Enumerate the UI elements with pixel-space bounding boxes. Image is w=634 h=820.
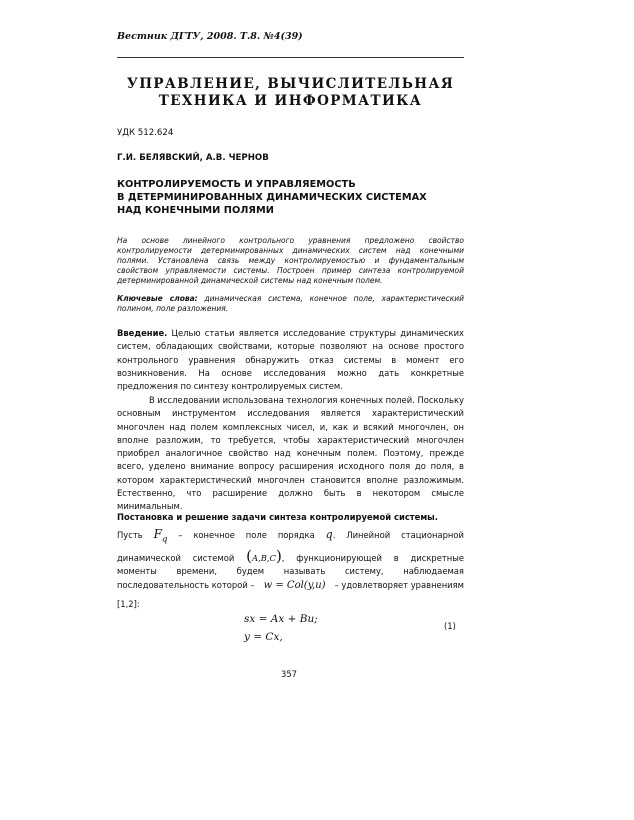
word: системой — [192, 553, 235, 563]
page-number: 357 — [281, 669, 297, 679]
word: наблюдаемая — [403, 566, 464, 576]
symbol-F: F — [153, 527, 162, 541]
citation: [1,2]: — [117, 599, 140, 609]
dash: – — [178, 530, 183, 540]
word: моменты — [117, 566, 157, 576]
word: будем — [236, 566, 265, 576]
intro-text: Целью статьи является исследование структуры динамических систем, обладающих свойствами, которые позволяют на основе простого контрольного уравнения обнаружить отказ системы в момент его возникновения. На основе исследования можно дать конкретные предложения по синтезу контролируемых систем. — [117, 328, 464, 392]
abstract: На основе линейного контрольного уравнения предложено свойство контролируемости детерминированных динамических систем над конечными полями. Установлена связь между контролируемостью и фундаментальным свойством управляемости системы. Построен пример синтеза контролируемой детерминированной динамической системы над конечным полем. — [117, 236, 464, 286]
section-title-line: УПРАВЛЕНИЕ, ВЫЧИСЛИТЕЛЬНАЯ — [126, 76, 455, 92]
word: конечное — [193, 530, 235, 540]
authors: Г.И. БЕЛЯВСКИЙ, А.В. ЧЕРНОВ — [117, 153, 269, 163]
word: поле — [245, 530, 267, 540]
word: – удовлетворяет уравнениям — [334, 580, 464, 590]
section-heading: Постановка и решение задачи синтеза контролируемой системы. — [117, 512, 438, 522]
word: порядка — [277, 530, 315, 540]
symbol-subscript: q — [161, 533, 168, 544]
paren: ) — [275, 547, 282, 565]
body-paragraph: В исследовании использована технология конечных полей. Поскольку основным инструментом исследования является характеристический многочлен над полем комплексных чисел, и, как и всякий многочлен, он вполне разложим, то требуется, чтобы характеристический многочлен приобрел аналогичное свойство над конечным полем. Поэтому, прежде всего, уделено внимание вопросу расширения исходного поля до поля, в котором характеристический многочлен становится вполне разложимым. Естественно, что расширение должно быть в некотором смысле минимальным. — [117, 395, 464, 512]
title-line: В ДЕТЕРМИНИРОВАННЫХ ДИНАМИЧЕСКИХ СИСТЕМАХ — [117, 191, 427, 203]
word: дискретные — [410, 553, 464, 563]
text-line — [117, 547, 464, 565]
article-title — [117, 179, 464, 217]
keywords-text: динамическая система, конечное поле, характеристический полином, поле разложения. — [117, 294, 464, 314]
equation-number: (1) — [444, 621, 456, 631]
text-line — [117, 566, 464, 576]
equation-line-2: y = Cx, — [244, 631, 283, 643]
section-title — [117, 76, 464, 110]
system-symbol — [246, 547, 284, 565]
title-line: НАД КОНЕЧНЫМИ ПОЛЯМИ — [117, 204, 274, 216]
word: стационарной — [401, 530, 464, 540]
paren: ( — [246, 547, 252, 565]
equation-line-1: sx = Ax + Bu; — [244, 613, 318, 625]
field-symbol — [154, 527, 168, 543]
word: функционирующей — [296, 553, 382, 563]
punct: , — [281, 553, 285, 563]
word: систему, — [344, 566, 384, 576]
symbol-abc: A,B,C — [252, 553, 276, 563]
word: последовательность которой – — [117, 580, 255, 590]
intro-label: Введение. — [117, 328, 168, 338]
keywords — [117, 294, 464, 314]
text-line — [117, 580, 464, 591]
order-symbol — [326, 528, 336, 541]
symbol-q: q — [325, 528, 333, 541]
word: Пусть — [117, 530, 143, 540]
word: Линейной — [346, 530, 391, 540]
word: в — [393, 553, 399, 563]
word: времени, — [176, 566, 218, 576]
keywords-label: Ключевые слова: — [117, 294, 198, 303]
text-line — [117, 527, 464, 543]
header-rule — [117, 57, 464, 58]
punct: . — [332, 530, 336, 540]
title-line: КОНТРОЛИРУЕМОСТЬ И УПРАВЛЯЕМОСТЬ — [117, 179, 356, 190]
word: называть — [283, 566, 326, 576]
word: динамической — [117, 553, 181, 563]
journal-header: Вестник ДГТУ, 2008. Т.8. №4(39) — [117, 31, 303, 42]
udk-code: УДК 512.624 — [117, 128, 174, 138]
section-title-line: ТЕХНИКА И ИНФОРМАТИКА — [158, 93, 423, 109]
intro-paragraph — [117, 327, 464, 393]
observed-sequence-symbol: w = Col(y,u) — [263, 580, 326, 591]
